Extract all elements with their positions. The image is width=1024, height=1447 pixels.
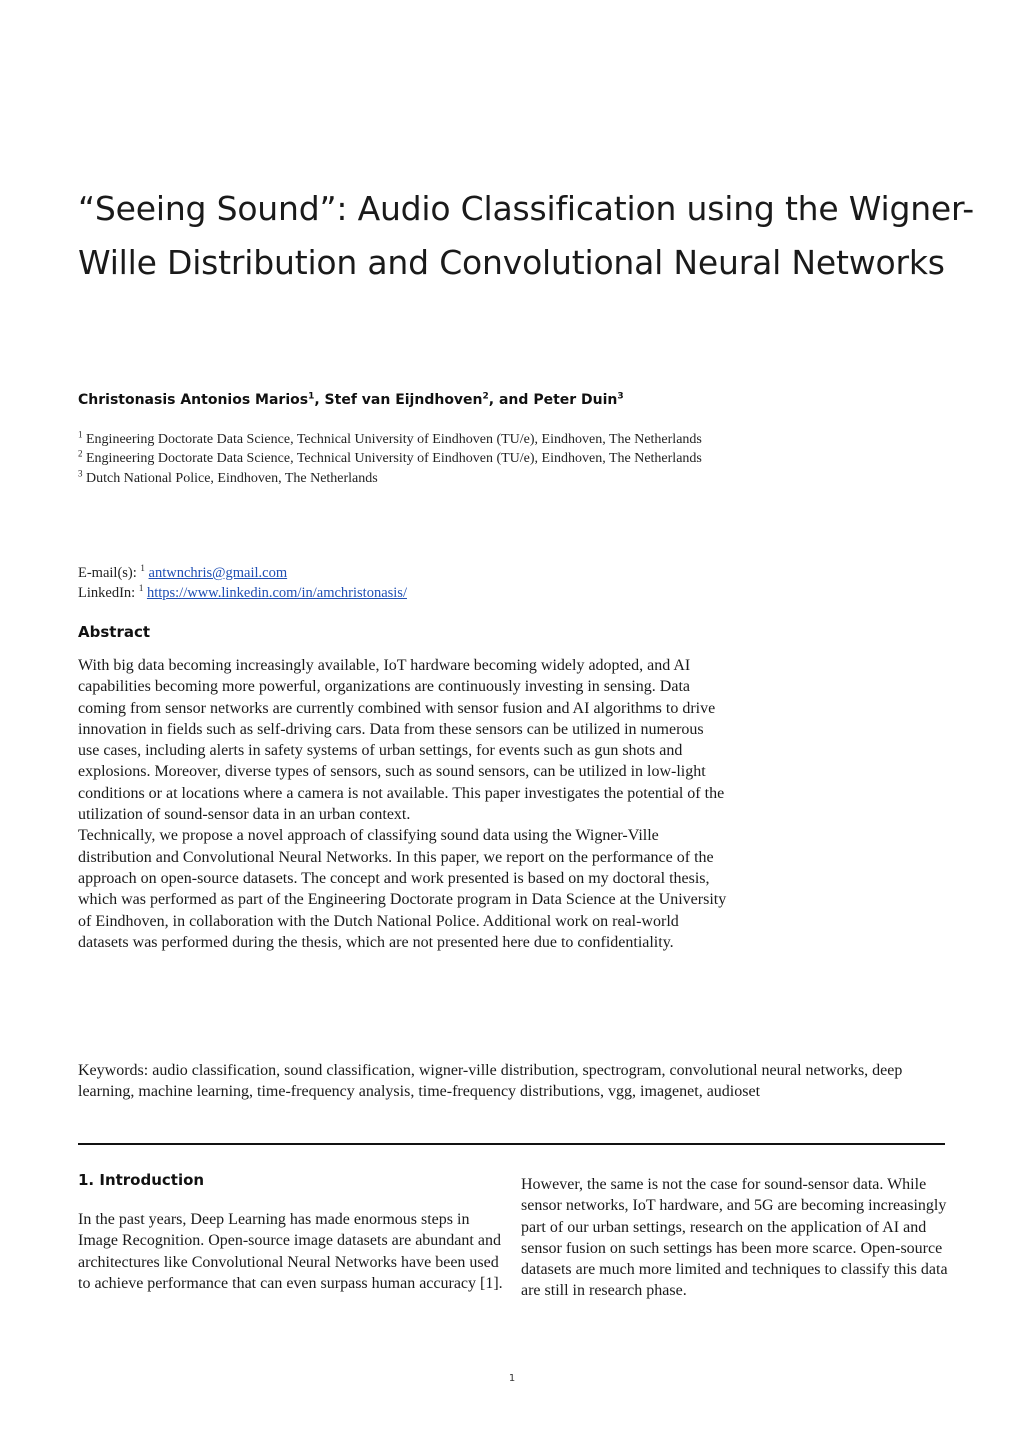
abstract-paragraph: Technically, we propose a novel approach of classifying sound data using the Wigner-Ville distribution and Convolutional Neural Networks. In this paper, we report on the performance of the approach on open-source datasets. The concept and work presented is based on my doctoral thesis, which was performed as part of the Engineering Doctorate program in Data Science at the University of Eindhoven, in collaboration with the Dutch National Police. Additional work on real-world datasets was performed during the thesis, which are not presented here due to confidentiality. — [78, 827, 727, 951]
page-number: 1 — [508, 1373, 516, 1384]
author-name: Christonasis Antonios Marios — [78, 392, 309, 408]
affiliation-text: Engineering Doctorate Data Science, Technical University of Eindhoven (TU/e), Eindhoven, The Netherlands — [82, 432, 702, 447]
author-separator: , — [314, 392, 325, 408]
introduction-right-column: However, the same is not the case for sound-sensor data. While sensor networks, IoT hardware, and 5G are becoming increasingly part of our urban settings, research on the application of AI and sensor fusion on such settings has been more scarce. Open-source datasets are much more limited and techniques to classify this data are still in research phase. — [521, 1176, 948, 1300]
affiliation-superscript: 3 — [78, 467, 83, 478]
email-label: E-mail(s): — [78, 565, 141, 581]
affiliation-superscript: 1 — [78, 429, 83, 440]
affiliation-text: Engineering Doctorate Data Science, Technical University of Eindhoven (TU/e), Eindhoven, The Netherlands — [82, 451, 702, 467]
paper-title: “Seeing Sound”: Audio Classification using the Wigner-Wille Distribution and Convolutional Neural Networks — [78, 189, 974, 282]
keywords: Keywords: audio classification, sound classification, wigner-ville distribution, spectrogram, convolutional neural networks, deep learning, machine learning, time-frequency analysis, time-frequency distributions, vgg, imagenet, audioset — [78, 1062, 903, 1101]
linkedin-line — [78, 583, 718, 603]
author-name: Peter Duin — [533, 392, 618, 408]
email-line — [78, 563, 718, 583]
author-separator: , and — [488, 392, 534, 408]
abstract-body — [78, 655, 728, 953]
author-superscript: 3 — [617, 391, 624, 402]
author-name: Stef van Eijndhoven — [324, 392, 483, 408]
email-superscript: 1 — [140, 563, 145, 574]
author-list — [78, 388, 978, 412]
abstract-heading: Abstract — [78, 623, 151, 641]
introduction-heading: 1. Introduction — [78, 1171, 205, 1189]
affiliation-item — [78, 430, 718, 449]
contact-block — [78, 563, 718, 603]
linkedin-label: LinkedIn: — [78, 585, 139, 601]
author-superscript: 2 — [482, 391, 489, 402]
affiliation-item — [78, 469, 718, 488]
affiliation-item — [78, 449, 718, 468]
linkedin-superscript: 1 — [138, 583, 144, 594]
section-divider — [78, 1143, 945, 1145]
affiliation-superscript: 2 — [78, 448, 83, 459]
introduction-left-column: In the past years, Deep Learning has made enormous steps in Image Recognition. Open-source image datasets are abundant and architectures like Convolutional Neural Networks have been used to achieve performance that can even surpass human accuracy [1]. — [78, 1211, 503, 1292]
email-link[interactable]: antwnchris@gmail.com — [148, 565, 288, 581]
linkedin-link[interactable]: https://www.linkedin.com/in/amchristonasis/ — [146, 585, 407, 601]
affiliation-text: Dutch National Police, Eindhoven, The Netherlands — [82, 470, 378, 486]
affiliation-list — [78, 430, 718, 488]
author-superscript: 1 — [308, 391, 315, 402]
abstract-paragraph: With big data becoming increasingly available, IoT hardware becoming widely adopted, and AI capabilities becoming more powerful, organizations are continuously investing in sensing. Data coming from sensor networks are currently combined with sensor fusion and AI algorithms to drive innovation in fields such as self-driving cars. Data from these sensors can be utilized in numerous use cases, including alerts in safety systems of urban settings, for events such as gun shots and explosions. Moreover, diverse types of sensors, such as sound sensors, can be utilized in low-light conditions or at locations where a camera is not available. This paper investigates the potential of the utilization of sound-sensor data in an urban context. — [78, 657, 725, 824]
